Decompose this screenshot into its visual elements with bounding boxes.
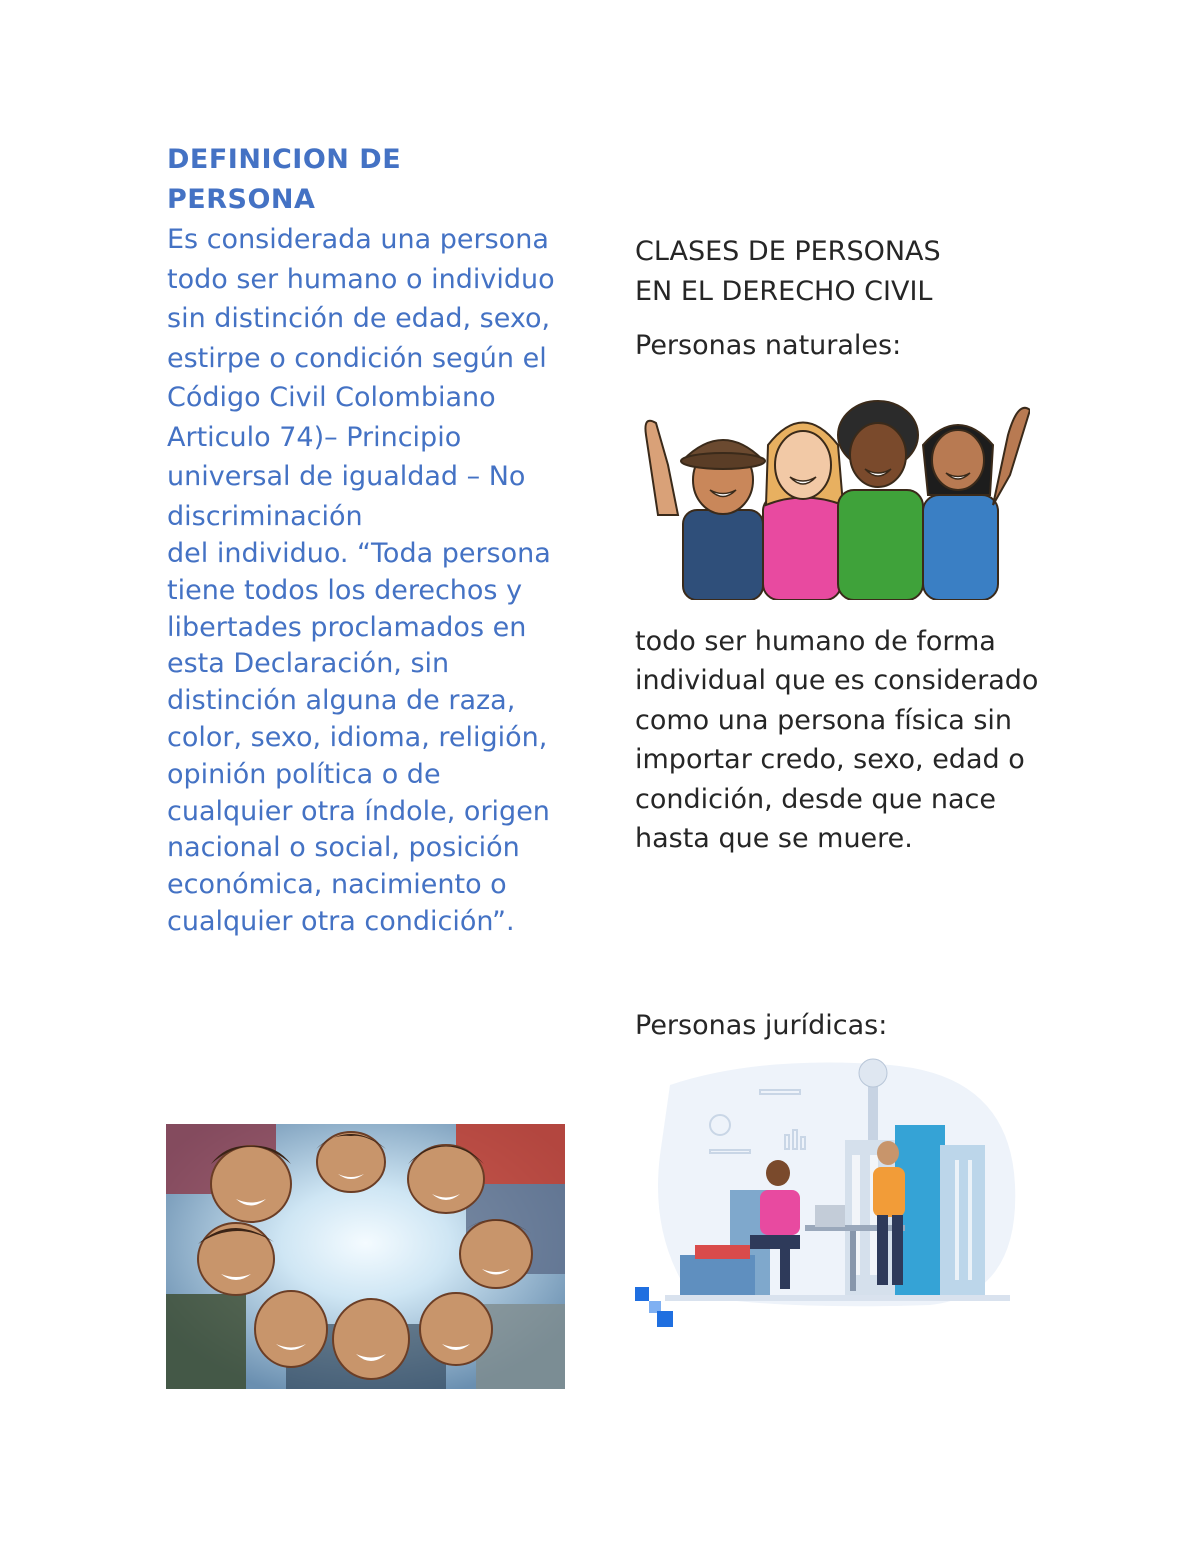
group-selfie-image xyxy=(166,1124,565,1389)
page-title: DEFINICION DE PERSONA xyxy=(167,144,402,215)
personas-naturales-label: Personas naturales: xyxy=(635,330,902,361)
right-column xyxy=(635,232,1055,366)
personas-naturales-description: todo ser humano de forma individual que es considerado como una persona física sin importar credo, sexo, edad o condición, desde que nace hasta que se muere. xyxy=(635,626,1039,855)
group-selfie-photo xyxy=(166,1124,565,1389)
four-people-cartoon xyxy=(638,395,1030,600)
definition-paragraph-1: Es considerada una persona todo ser humano o individuo sin distinción de edad, sexo, estirpe o condición según el Código Civil Colombiano Articulo 74)– Principio universal de igualdad – No discriminación xyxy=(167,224,555,532)
personas-juridicas-label: Personas jurídicas: xyxy=(635,1010,888,1041)
definition-paragraph-2: del individuo. “Toda persona tiene todos los derechos y libertades proclamados en esta Declaración, sin distinción alguna de raza, color, sexo, idioma, religión, opinión política o de cualquier otra índole, origen nacional o social, posición económica, nacimiento o cualquier otra condición”. xyxy=(167,538,551,937)
four-people-cartoon-image xyxy=(638,395,1030,600)
juridicas-label-block xyxy=(635,1006,1055,1045)
left-column xyxy=(167,140,567,941)
office-illustration-image xyxy=(630,1055,1020,1330)
naturales-description-block xyxy=(635,622,1055,858)
section-heading: CLASES DE PERSONAS EN EL DERECHO CIVIL xyxy=(635,236,941,307)
office-buildings-illustration xyxy=(630,1055,1020,1330)
definition-text xyxy=(167,220,567,941)
